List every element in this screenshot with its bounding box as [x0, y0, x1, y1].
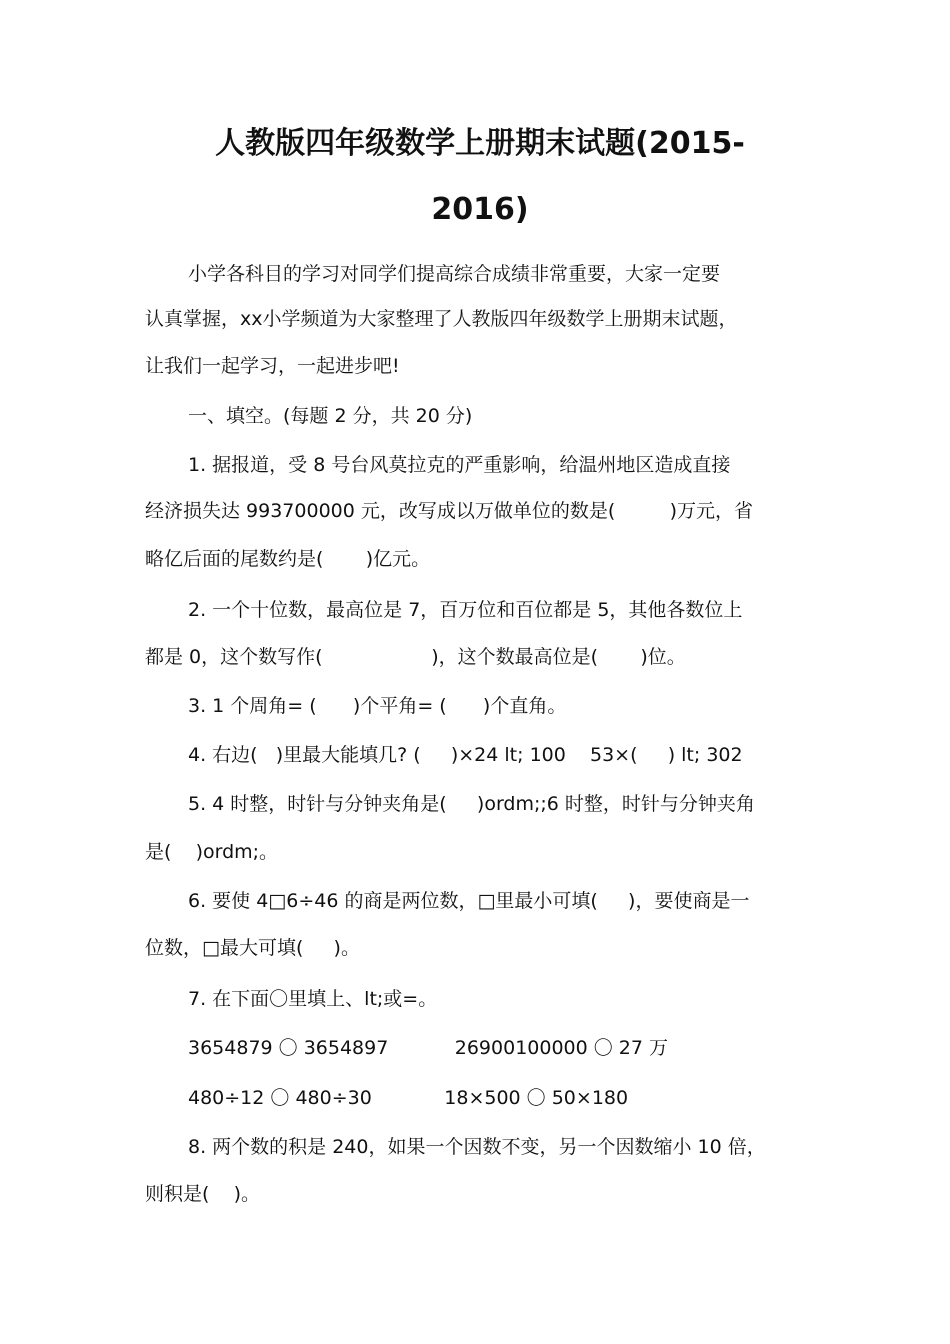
question-6-line-2: 位数，□最大可填( )。	[145, 937, 360, 959]
intro-line-1: 小学各科目的学习对同学们提高综合成绩非常重要，大家一定要	[188, 263, 721, 285]
question-6-line-1: 6. 要使 4□6÷46 的商是两位数，□里最小可填( )，要使商是一	[188, 890, 750, 912]
question-7-line-3: 480÷12 〇 480÷30 18×500 〇 50×180	[188, 1087, 629, 1109]
question-7-line-2: 3654879 〇 3654897 26900100000 〇 27 万	[188, 1037, 669, 1059]
question-4: 4. 右边( )里最大能填几? ( )×24 lt; 100 53×( ) lt; 302	[188, 744, 743, 766]
question-2-line-2: 都是 0，这个数写作( )，这个数最高位是( )位。	[145, 646, 686, 668]
question-2-line-1: 2. 一个十位数，最高位是 7，百万位和百位都是 5，其他各数位上	[188, 599, 743, 621]
section-heading: 一、填空。(每题 2 分，共 20 分)	[188, 405, 473, 427]
question-5-line-2: 是( )ordm;。	[145, 841, 279, 863]
question-3: 3. 1 个周角= ( )个平角= ( )个直角。	[188, 695, 567, 717]
question-5-line-1: 5. 4 时整，时针与分钟夹角是( )ordm;;6 时整，时针与分钟夹角	[188, 793, 755, 815]
question-8-line-2: 则积是( )。	[145, 1183, 260, 1205]
question-1-line-1: 1. 据报道，受 8 号台风莫拉克的严重影响，给温州地区造成直接	[188, 454, 731, 476]
title-line-2: 2016)	[431, 192, 529, 227]
question-1-line-3: 略亿后面的尾数约是( )亿元。	[145, 548, 431, 570]
question-1-line-2: 经济损失达 993700000 元，改写成以万做单位的数是( )万元，省	[145, 500, 754, 522]
question-8-line-1: 8. 两个数的积是 240，如果一个因数不变，另一个因数缩小 10 倍，	[188, 1136, 766, 1158]
title-line-1: 人教版四年级数学上册期末试题(2015-	[215, 126, 745, 161]
intro-line-2: 认真掌握，xx小学频道为大家整理了人教版四年级数学上册期末试题，	[145, 308, 738, 330]
question-7-line-1: 7. 在下面〇里填上、lt;或=。	[188, 988, 438, 1010]
intro-line-3: 让我们一起学习，一起进步吧!	[145, 355, 400, 377]
